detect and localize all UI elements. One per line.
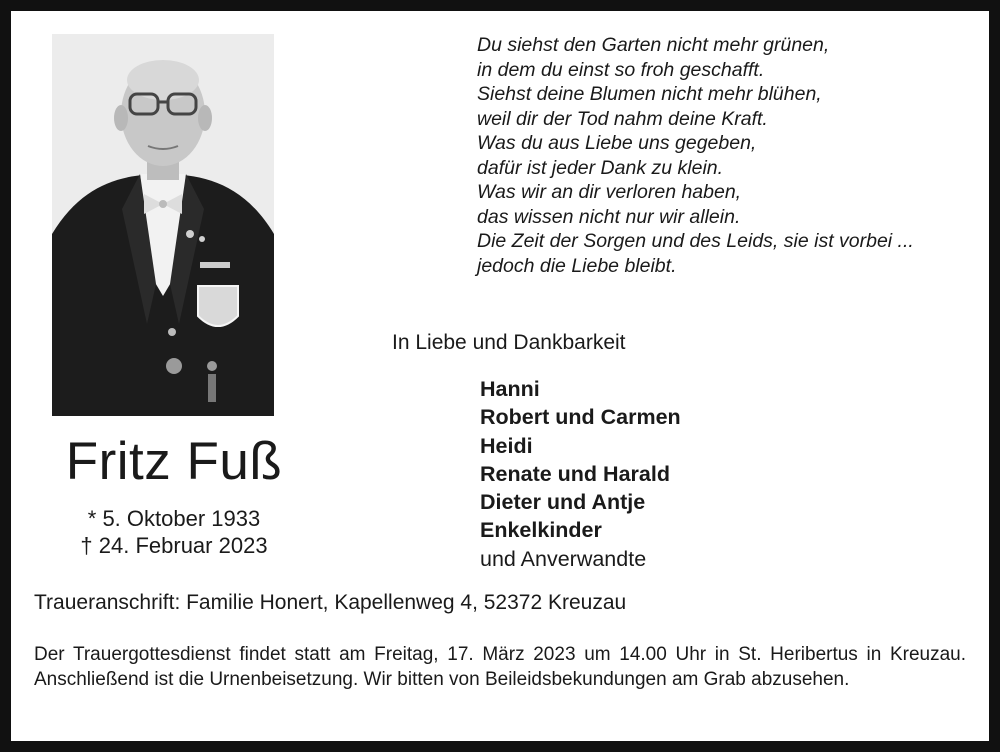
mourner-name: Dieter und Antje bbox=[480, 490, 646, 515]
poem-line: Was wir an dir verloren haben, bbox=[477, 181, 742, 203]
mourner-name: Robert und Carmen bbox=[480, 405, 681, 430]
poem-line: Du siehst den Garten nicht mehr grünen, bbox=[477, 34, 830, 56]
poem-line: dafür ist jeder Dank zu klein. bbox=[477, 156, 724, 179]
mourner-name: Enkelkinder bbox=[480, 518, 602, 543]
poem-line: weil dir der Tod nahm deine Kraft. bbox=[477, 107, 768, 130]
poem-line: Die Zeit der Sorgen und des Leids, sie ist vorbei ... bbox=[477, 230, 914, 252]
mourners-closing: und Anverwandte bbox=[480, 546, 647, 571]
poem-line: in dem du einst so froh geschafft. bbox=[477, 58, 765, 81]
poem-line: Siehst deine Blumen nicht mehr blühen, bbox=[477, 83, 822, 105]
service-notice: Der Trauergottesdienst findet statt am Freitag, 17. März 2023 um 14.00 Uhr in St. Heribertus in Kreuzau. Anschließend ist die Urnenbeisetzung. Wir bitten von Beileidsbekundungen am Grab abzusehen. bbox=[34, 644, 966, 690]
mourners-intro: In Liebe und Dankbarkeit bbox=[392, 331, 626, 354]
birth-date: * 5. Oktober 1933 bbox=[87, 506, 261, 531]
mourner-name: Heidi bbox=[480, 433, 533, 458]
mourners-list bbox=[480, 375, 681, 573]
poem-line: Was du aus Liebe uns gegeben, bbox=[477, 132, 757, 154]
mourner-name: Hanni bbox=[480, 377, 540, 401]
memorial-poem bbox=[477, 33, 977, 278]
poem-line: jedoch die Liebe bleibt. bbox=[477, 254, 677, 277]
life-dates bbox=[11, 505, 337, 559]
portrait-photo bbox=[52, 34, 274, 416]
mourning-address: Traueranschrift: Familie Honert, Kapellenweg 4, 52372 Kreuzau bbox=[34, 591, 627, 614]
deceased-name: Fritz Fuß bbox=[65, 432, 283, 491]
poem-line: das wissen nicht nur wir allein. bbox=[477, 205, 741, 228]
death-date: † 24. Februar 2023 bbox=[80, 533, 268, 558]
mourner-name: Renate und Harald bbox=[480, 461, 670, 486]
